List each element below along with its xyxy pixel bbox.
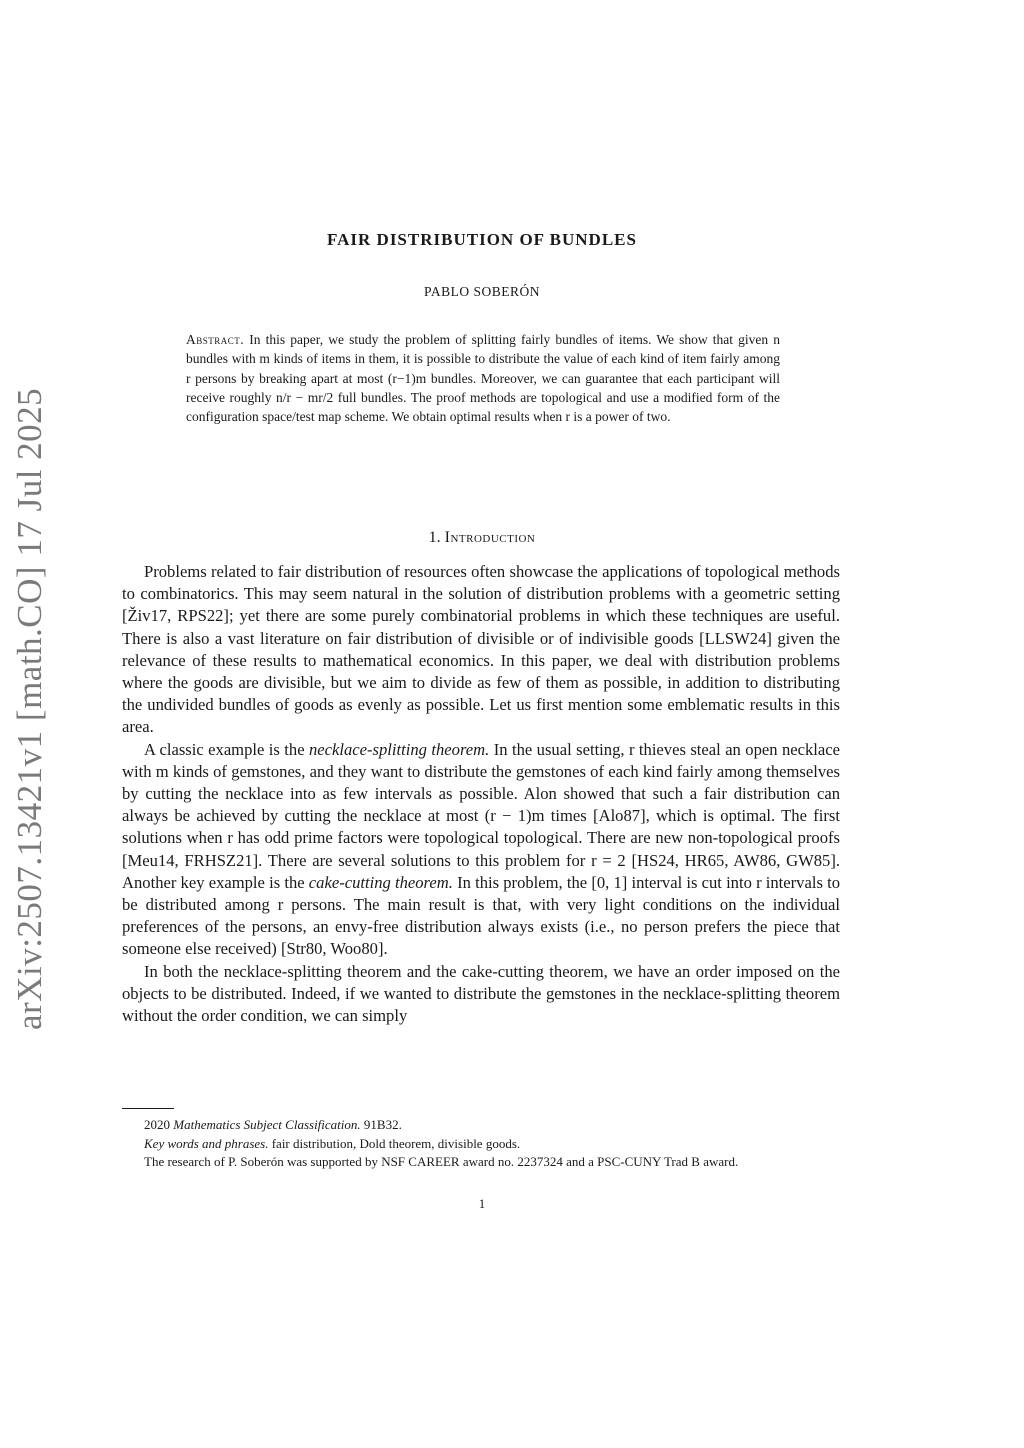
keywords-value: fair distribution, Dold theorem, divisible goods. bbox=[271, 1135, 521, 1151]
section-number: 1. bbox=[428, 529, 441, 546]
paper-title: FAIR DISTRIBUTION OF BUNDLES bbox=[327, 230, 637, 249]
abstract bbox=[186, 330, 780, 426]
footnote-keywords bbox=[122, 1135, 840, 1154]
footnote-funding: The research of P. Soberón was supported by NSF CAREER award no. 2237324 and a PSC-CUNY Trad B award. bbox=[144, 1154, 739, 1169]
term-cake-cutting: cake-cutting theorem. bbox=[308, 872, 453, 892]
paragraph-2-text-b: In the usual setting, r thieves steal an open necklace with m kinds of gemstones, and they want to distribute the gemstones of each kind fairly among themselves by cutting the necklace into as few intervals as possible. Alon showed that such a fair distribution can always be achieved by cutting the necklace at most (r − 1)m times [Alo87], which is optimal. The first solutions when r has odd prime factors were topological topological. There are new non-topological proofs [Meu14, FRHSZ21]. There are several solutions to this problem for r = 2 [HS24, HR65, AW86, GW85]. Another key example is the bbox=[122, 739, 840, 892]
footnote-msc bbox=[122, 1116, 840, 1135]
msc-year: 2020 bbox=[144, 1117, 170, 1132]
paragraph-1: Problems related to fair distribution of resources often showcase the applications of topological methods to combinatorics. This may seem natural in the solution of distribution problems with a geometric setting [Živ17, RPS22]; yet there are some purely combinatorial problems in which these techniques are useful. There is also a vast literature on fair distribution of divisible or of indivisible goods [LLSW24] given the relevance of these results to mathematical economics. In this paper, we deal with distribution problems where the goods are divisible, but we aim to divide as few of them as possible, in addition to distributing the undivided bundles of goods as evenly as possible. Let us first mention some emblematic results in this area. bbox=[122, 562, 840, 737]
paragraph-3: In both the necklace-splitting theorem and the cake-cutting theorem, we have an order imposed on the objects to be distributed. Indeed, if we wanted to distribute the gemstones in the necklace-splitting theorem without the order condition, we can simply bbox=[122, 961, 840, 1026]
body-text bbox=[122, 561, 840, 1027]
abstract-label: Abstract. bbox=[186, 332, 245, 347]
footnotes bbox=[122, 1116, 840, 1172]
term-necklace-splitting: necklace-splitting theorem. bbox=[309, 739, 490, 759]
section-title: Introduction bbox=[444, 529, 536, 546]
footnote-rule bbox=[122, 1108, 174, 1109]
arxiv-identifier-stamp: arXiv:2507.13421v1 [math.CO] 17 Jul 2025 bbox=[10, 387, 49, 1030]
section-heading bbox=[122, 529, 842, 547]
keywords-label: Key words and phrases. bbox=[144, 1135, 269, 1151]
paragraph-2-text-a: A classic example is the bbox=[144, 739, 309, 759]
paragraph-2 bbox=[122, 739, 840, 961]
abstract-text: In this paper, we study the problem of splitting fairly bundles of items. We show that given n bundles with m kinds of items in them, it is possible to distribute the value of each kind of item fairly among r persons by breaking apart at most (r−1)m bundles. Moreover, we can guarantee that each participant will receive roughly n/r − mr/2 full bundles. The proof methods are topological and use a modified form of the configuration space/test map scheme. We obtain optimal results when r is a power of two. bbox=[186, 332, 781, 425]
author-name: PABLO SOBERÓN bbox=[424, 284, 540, 299]
paragraph-2-text-c: In this problem, the [0, 1] interval is cut into r intervals to be distributed among r persons. The main result is that, with very light conditions on the individual preferences of the persons, an envy-free distribution always exists (i.e., no person prefers the piece that someone else received) [Str80, Woo80]. bbox=[122, 872, 841, 959]
msc-value: 91B32. bbox=[363, 1117, 402, 1132]
page-number: 1 bbox=[478, 1196, 486, 1211]
msc-label: Mathematics Subject Classification. bbox=[173, 1117, 361, 1132]
